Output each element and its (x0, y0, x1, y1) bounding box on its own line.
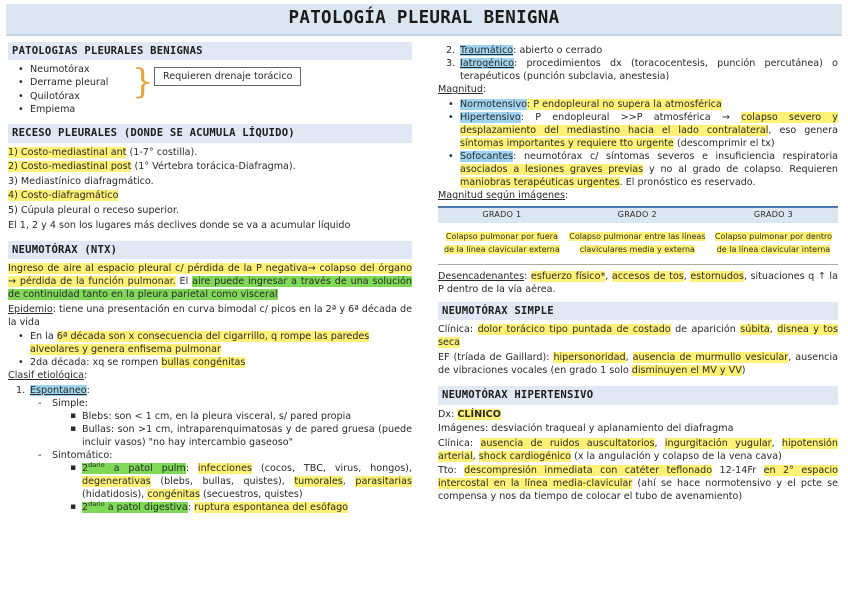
ntx-epidemio: Epidemio: tiene una presentación en curva bimodal c/ picos en la 2ª y 6ª década de la vida (8, 303, 412, 328)
receso-line-5: 5) Cúpula pleural o receso superior. (8, 205, 180, 216)
sintom-list (8, 449, 412, 462)
receso-line-6: El 1, 2 y 4 son los lugares más declives donde se va a acumular líquido (8, 219, 351, 231)
section-heading-simple: NEUMOTÓRAX SIMPLE (438, 302, 838, 320)
hiper-img: Imágenes: desviación traqueal y aplanamiento del diafragma (438, 423, 734, 435)
list-item: ▪ Blebs: son < 1 cm, en la pleura visceral, s/ pared propia (8, 410, 412, 423)
list-item: • 2da década: xq se rompen bullas congénitas (8, 356, 412, 369)
list-item: ▪ $2^{dario}$ a patol digestiva: ruptura espontanea del esófago (8, 501, 412, 514)
list-item: ▪ Bullas: son >1 cm, intraparenquimatosas y de pared gruesa (puede incluir vasos) "no hay intercambio gaseoso" (8, 423, 412, 449)
section-simple (438, 302, 838, 377)
section-heading-ntx: NEUMOTÓRAX (NTX) (8, 241, 412, 259)
right-column (438, 44, 838, 508)
ntx-epi-list (8, 330, 412, 369)
ntx-definition: Ingreso de aire al espacio pleural c/ pérdida de la P negativa→ colapso del órgano → pérdida de la función pulmonar. El aire puede ingresar a través de una solución de continuidad tanto en la pleura parietal como visceral (8, 263, 412, 301)
list-item: ▪ $2^{dario}$ a patol pulm: infecciones (cocos, TBC, virus, hongos), degenerativas (blebs, bullas, quistes), tumorales, parasitarias (hidatidosis), congénitas (secuestros, quistes) (8, 462, 412, 501)
list-item: • Sofocantes: neumotórax c/ síntomas severos e insuficiencia respiratoria asociados a lesiones graves previas y no al grado de colapso. Requieren maniobras terapéuticas urgentes. El pronóstico es reservado. (438, 150, 838, 189)
clasif-cont-list (438, 44, 838, 83)
list-item: - Simple: (8, 397, 412, 410)
desencadenantes: Desencadenantes: esfuerzo físico*, accesos de tos, estornudos, situaciones q ↑ la P dentro de la vía aérea. (438, 271, 838, 296)
simple-clinica: Clínica: dolor torácico tipo puntada de costado de aparición súbita, disnea y tos seca (438, 324, 838, 349)
magnitud-list (438, 98, 838, 189)
grade-table (438, 206, 838, 265)
simple-ef: EF (tríada de Gaillard): hipersonoridad, ausencia de murmullo vesicular, ausencia de vibraciones vocales (en grado 1 solo disminuyen el MV y VV) (438, 352, 838, 377)
table-cell: Colapso pulmonar por dentro de la línea clavicular interna (709, 223, 838, 265)
receso-line-2: 2) Costo-mediastinal post (1° Vértebra torácica-Diafragma). (8, 161, 296, 173)
receso-line-3: 3) Mediastínico diafragmático. (8, 175, 154, 187)
section-ntx (8, 241, 412, 515)
left-column (8, 42, 412, 519)
hiper-dx: Dx: CLÍNICO (438, 408, 501, 420)
list-item: 2. Traumático: abierto o cerrado (446, 45, 603, 56)
magnitud-label: Magnitud: (438, 84, 487, 96)
section-heading-receso: RECESO PLEURALES (DONDE SE ACUMULA LÍQUIDO) (8, 124, 412, 142)
title-bar (6, 4, 842, 36)
list-item: • Derrame pleural (8, 76, 138, 89)
benignas-list (8, 63, 138, 115)
table-row (438, 223, 838, 265)
list-item: • Neumotórax (8, 63, 138, 76)
list-item: - Sintomático: (8, 449, 412, 462)
brace-icon: } (132, 62, 154, 103)
page-title: PATOLOGÍA PLEURAL BENIGNA (288, 8, 560, 29)
table-header: GRADO 1 (438, 207, 566, 223)
list-item: 1. Espontaneo: (16, 384, 90, 396)
table-header: GRADO 2 (566, 207, 709, 223)
table-header: GRADO 3 (709, 207, 838, 223)
section-hiper (438, 386, 838, 503)
magnitud-img-label: Magnitud según imágenes: (438, 190, 569, 202)
simple-sub-list (8, 410, 412, 449)
simple-list (8, 397, 412, 410)
receso-line-4: 4) Costo-diafragmático (8, 190, 119, 202)
benignas-content (8, 63, 412, 119)
section-receso (8, 124, 412, 231)
list-item: • Hipertensivo: P endopleural >>P atmosférica → colapso severo y desplazamiento del mediastino hacia el lado contralateral, eso genera síntomas importantes y requiere tto urgente (descomprimir el tx) (438, 111, 838, 150)
section-benignas (8, 42, 412, 119)
hiper-tto: Tto: descompresión inmediata con catéter teflonado 12-14Fr en 2° espacio intercostal en la línea media-clavicular (ahí se hace normotensivo y el pcte se compensa y nos da tiempo de colocar el tubo de avenamiento) (438, 465, 839, 503)
table-cell: Colapso pulmonar entre las líneas claviculares media y externa (566, 223, 709, 265)
receso-line-1: 1) Costo-mediastinal ant (1-7° costilla). (8, 146, 198, 158)
list-item: • Normotensivo: P endopleural no supera la atmosférica (438, 98, 838, 111)
section-heading-hiper: NEUMOTÓRAX HIPERTENSIVO (438, 386, 838, 404)
list-item: • Quilotórax (8, 90, 138, 103)
list-item: • Empiema (8, 103, 138, 116)
section-heading-benignas: PATOLOGIAS PLEURALES BENIGNAS (8, 42, 412, 60)
sintom-sub-list (8, 462, 412, 514)
ntx-clasif-list (8, 384, 412, 397)
table-cell: Colapso pulmonar por fuera de la línea clavicular externa (438, 223, 566, 265)
list-item: 3. Iatrogénico: procedimientos dx (toracocentesis, punción percutánea) o terapéuticos (punción subclavia, anestesia) (446, 58, 838, 83)
list-item: • En la 6ª década son x consecuencia del cigarrillo, q rompe las paredes alveolares y genera enfisema pulmonar (8, 330, 412, 356)
drenaje-note: Requieren drenaje torácico (154, 67, 301, 86)
ntx-clasif: Clasif etiológica: (8, 370, 88, 382)
hiper-clinica: Clínica: ausencia de ruidos auscultatorios, ingurgitación yugular, hipotensión arterial, shock cardiogénico (x la angulación y colapso de la vena cava) (438, 437, 838, 462)
